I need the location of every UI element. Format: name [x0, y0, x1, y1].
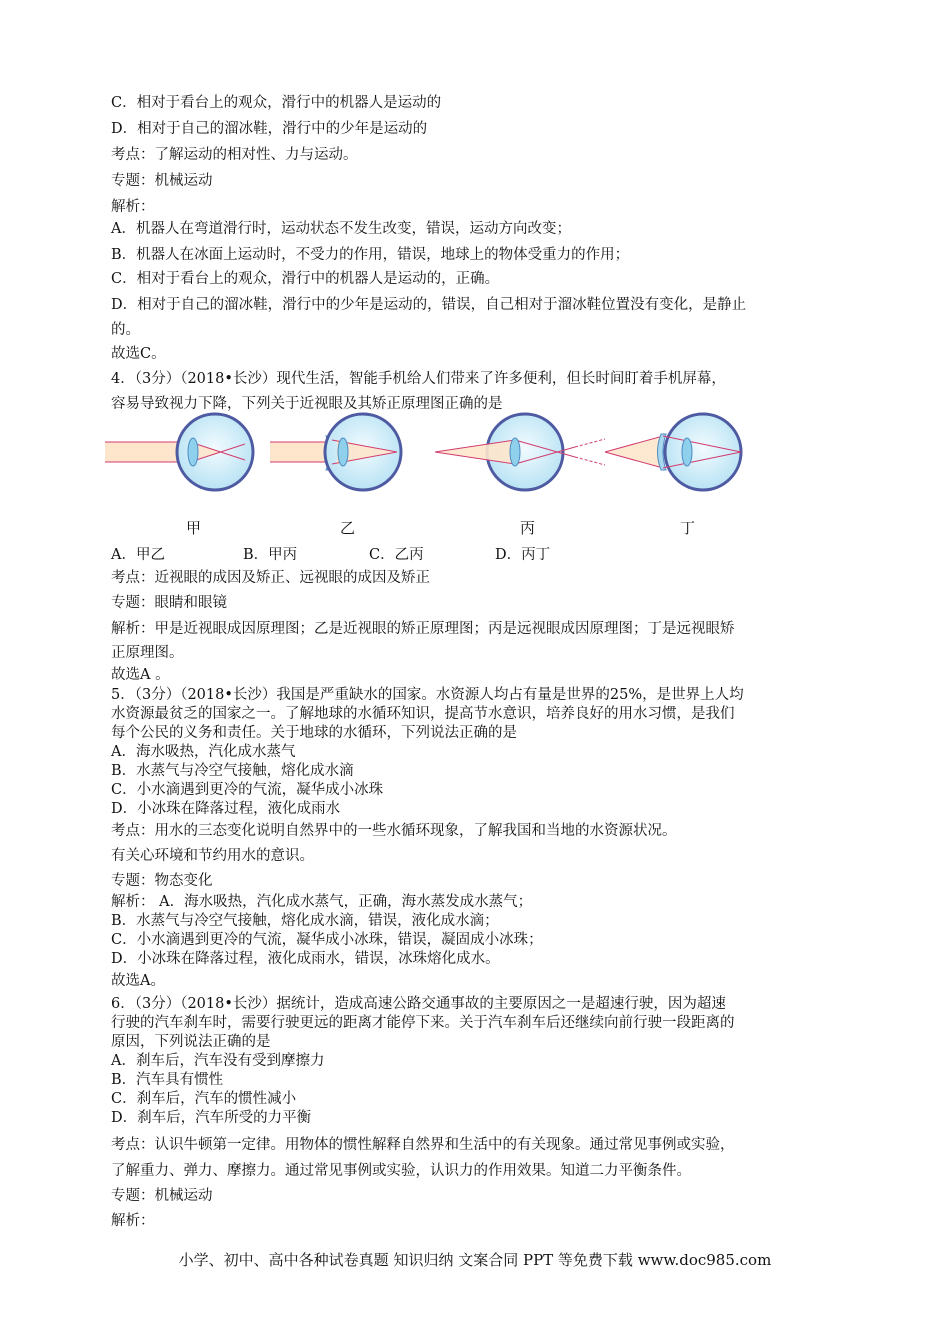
- text-line: D．刹车后，汽车所受的力平衡: [111, 1110, 312, 1126]
- text-line: 专题：物态变化: [111, 873, 213, 889]
- text-line: 解析：: [111, 199, 155, 215]
- text-line: 专题：机械运动: [111, 1188, 213, 1204]
- question-5-stem: 每个公民的义务和责任。关于地球的水循环，下列说法正确的是: [111, 725, 517, 741]
- text-line: 考点：用水的三态变化说明自然界中的一些水循环现象，了解我国和当地的水资源状况。: [111, 823, 677, 839]
- text-line: C．小水滴遇到更冷的气流，凝华成小冰珠: [111, 782, 384, 798]
- question-6-stem: 原因，下列说法正确的是: [111, 1034, 271, 1050]
- eye-diagram-bing: [435, 414, 605, 490]
- eye-diagram-jia: [105, 414, 253, 490]
- question-5-stem: 水资源最贫乏的国家之一。了解地球的水循环知识，提高节水意识，培养良好的用水习惯，是我们: [111, 706, 735, 722]
- text-line: C．刹车后，汽车的惯性减小: [111, 1091, 297, 1107]
- eye-diagram-ding: [605, 414, 741, 490]
- text-line: 故选A 。: [111, 667, 170, 683]
- figure-caption: 乙: [340, 519, 356, 537]
- text-line: 正原理图。: [111, 645, 184, 661]
- text-line: 考点：了解运动的相对性、力与运动。: [111, 147, 358, 163]
- page-footer: 小学、初中、高中各种试卷真题 知识归纳 文案合同 PPT 等免费下载 www.doc985.com: [178, 1251, 772, 1269]
- text-line: C．小水滴遇到更冷的气流，凝华成小冰珠，错误，凝固成小冰珠；: [111, 932, 543, 948]
- text-line: B．汽车具有惯性: [111, 1072, 224, 1088]
- question-4-stem: 4．（3分）（2018•长沙）现代生活，智能手机给人们带来了许多便利，但长时间盯着手机屏幕，: [111, 371, 726, 387]
- text-line: 考点：近视眼的成因及矫正、远视眼的成因及矫正: [111, 570, 430, 586]
- answer-option: D．丙丁: [495, 547, 551, 563]
- text-line: A．海水吸热，汽化成水蒸气: [111, 744, 296, 760]
- text-line: 考点：认识牛顿第一定律。用物体的惯性解释自然界和生活中的有关现象。通过常见事例或实验，: [111, 1137, 735, 1153]
- eye-diagram-yi: [270, 414, 401, 490]
- text-line: B．机器人在冰面上运动时，不受力的作用，错误，地球上的物体受重力的作用；: [111, 247, 630, 263]
- text-line: D．相对于自己的溜冰鞋，滑行中的少年是运动的: [111, 121, 428, 137]
- text-line: B．水蒸气与冷空气接触，熔化成水滴，错误，液化成水滴；: [111, 913, 499, 929]
- answer-option: A．甲乙: [111, 547, 165, 563]
- text-line: 故选C。: [111, 346, 166, 362]
- text-line: 的。: [111, 322, 140, 338]
- figure-caption: 甲: [186, 519, 202, 537]
- text-line: A．刹车后，汽车没有受到摩擦力: [111, 1053, 325, 1069]
- question-4-stem: 容易导致视力下降，下列关于近视眼及其矫正原理图正确的是: [111, 396, 503, 412]
- text-line: D．相对于自己的溜冰鞋，滑行中的少年是运动的，错误，自己相对于溜冰鞋位置没有变化，是静止: [111, 297, 747, 313]
- text-line: 解析：: [111, 1213, 155, 1229]
- eye-diagram-figure: [105, 412, 755, 502]
- text-line: 故选A。: [111, 973, 165, 989]
- text-line: D．小冰珠在降落过程，液化成雨水: [111, 801, 341, 817]
- text-line: B．水蒸气与冷空气接触，熔化成水滴: [111, 763, 354, 779]
- text-line: A．机器人在弯道滑行时，运动状态不发生改变，错误，运动方向改变；: [111, 221, 571, 237]
- text-line: 专题：机械运动: [111, 173, 213, 189]
- text-line: 解析： A．海水吸热，汽化成水蒸气，正确，海水蒸发成水蒸气；: [111, 894, 533, 910]
- text-line: 解析：甲是近视眼成因原理图；乙是近视眼的矫正原理图；丙是远视眼成因原理图；丁是远视眼矫: [111, 621, 735, 637]
- text-line: 专题：眼睛和眼镜: [111, 595, 227, 611]
- text-line: D．小冰珠在降落过程，液化成雨水，错误，冰珠熔化成水。: [111, 951, 500, 967]
- answer-option: C．乙丙: [369, 547, 424, 563]
- answer-option: B．甲丙: [243, 547, 298, 563]
- figure-caption: 丁: [680, 519, 696, 537]
- question-6-stem: 6．（3分）（2018•长沙）据统计，造成高速公路交通事故的主要原因之一是超速行驶，因为超速: [111, 996, 726, 1012]
- text-line: 有关心环境和节约用水的意识。: [111, 848, 314, 864]
- question-6-stem: 行驶的汽车刹车时，需要行驶更远的距离才能停下来。关于汽车刹车后还继续向前行驶一段距离的: [111, 1015, 735, 1031]
- text-line: C．相对于看台上的观众，滑行中的机器人是运动的，正确。: [111, 271, 500, 287]
- text-line: C．相对于看台上的观众，滑行中的机器人是运动的: [111, 95, 442, 111]
- figure-caption: 丙: [520, 519, 536, 537]
- text-line: 了解重力、弹力、摩擦力。通过常见事例或实验，认识力的作用效果。知道二力平衡条件。: [111, 1163, 691, 1179]
- question-5-stem: 5．（3分）（2018•长沙）我国是严重缺水的国家。水资源人均占有量是世界的25%，是世界上人均: [111, 687, 744, 703]
